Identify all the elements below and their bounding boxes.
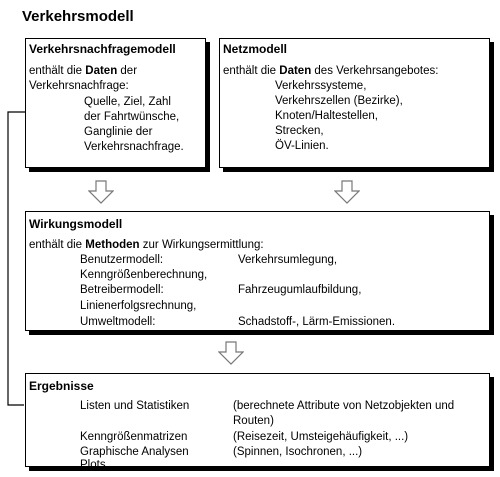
ergebnisse-row-left: Graphische Analysen [80,446,189,458]
ergebnisse-row-left: Kenngrößenmatrizen [80,431,188,443]
netz-item: Verkehrssysteme, [275,80,367,92]
wirkung-row-left: Umweltmodell: [80,316,156,328]
wirkung-row-left: Linienerfolgsrechnung, [80,300,197,312]
netz-item: ÖV-Linien. [275,140,329,152]
nachfrage-item: Verkehrsnachfrage. [84,141,184,153]
wirkung-row-left: Betreibermodell: [80,284,164,296]
verkehrsnachfragemodell-box [25,38,206,168]
ergebnisse-box [25,373,490,471]
wirkung-row-left: Kenngrößenberechnung, [80,269,208,281]
nachfrage-item: Ganglinie der [84,126,153,138]
netz-item: Verkehrszellen (Bezirke), [275,95,403,107]
wirkung-row-right: Schadstoff-, Lärm-Emissionen. [238,316,396,328]
nachfrage-intro-line2: Verkehrsnachfrage: [29,80,129,92]
nachfrage-item: Quelle, Ziel, Zahl [84,96,171,108]
ergebnisse-row-right: (Reisezeit, Umsteigehäufigkeit, ...) [233,431,409,443]
nachfrage-item: der Fahrtwünsche, [84,111,180,123]
nachfrage-intro: enthält die Daten der [29,65,138,77]
netzmodell-heading: Netzmodell [223,42,288,56]
wirkung-row-right: Verkehrsumlegung, [238,254,338,266]
netz-intro: enthält die Daten des Verkehrsangebotes: [223,65,439,77]
wirkungsmodell-box [25,211,490,331]
wirkung-row-right: Fahrzeugumlaufbildung, [238,284,362,296]
down-arrow-icon [88,180,114,204]
wirkung-intro: enthält die Methoden zur Wirkungsermittlung: [29,239,264,251]
ergebnisse-row-right: (Spinnen, Isochronen, ...) [233,446,363,458]
netz-item: Knoten/Haltestellen, [275,110,378,122]
wirkung-row-left: Benutzermodell: [80,254,164,266]
wirkungsmodell-heading: Wirkungsmodell [29,217,123,231]
verkehrsnachfragemodell-heading: Verkehrsnachfragemodell [29,42,176,56]
netzmodell-box [219,38,490,168]
ergebnisse-row-left: Plots [80,459,106,471]
down-arrow-icon [334,180,360,204]
down-arrow-icon [218,341,244,365]
netz-item: Strecken, [275,125,324,137]
ergebnisse-row-right: (berechnete Attribute von Netzobjekten und [233,400,455,412]
ergebnisse-row-right: Routen) [233,415,274,427]
diagram-title: Verkehrsmodell [22,8,134,25]
ergebnisse-heading: Ergebnisse [29,379,94,393]
ergebnisse-row-left: Listen und Statistiken [80,400,190,412]
